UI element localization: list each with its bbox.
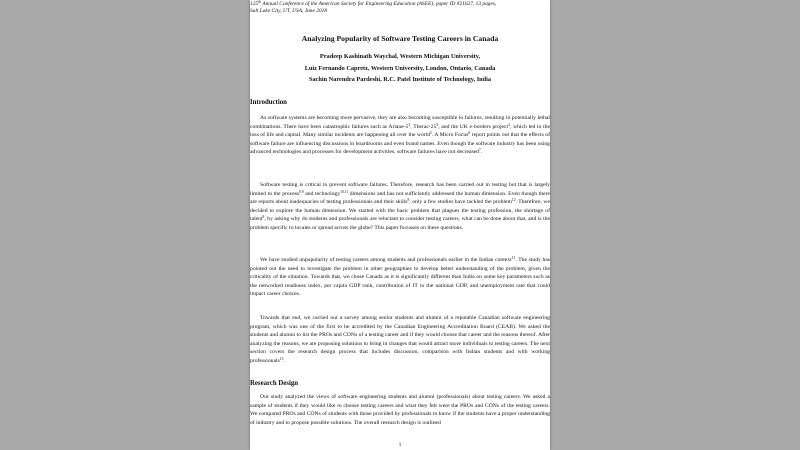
- author-line-3: Sachin Narendra Pardeshi, R.C. Patel Institute of Technology, India: [308, 76, 492, 83]
- paragraph-text: , only a few studies have tackled the problem: [409, 199, 512, 205]
- section-heading-introduction: Introduction: [250, 99, 287, 106]
- paragraph: [250, 114, 550, 157]
- section-heading-research-design: Research Design: [250, 380, 299, 387]
- citation-superscript: 2: [408, 122, 411, 127]
- paragraph: [250, 181, 550, 232]
- paragraph-text: . The study has pointed out the need to investigate the problem in other geographies to develop better understanding of the problem, given the criticality of the situation. Towards that, we chose Canada as it is significantly different than India on some key parameters such as the networked readiness index, per capita GDP rank, contribution of IT to the national GDP, and unemployment rate that could impact career choices.: [250, 257, 550, 297]
- author-line-2: Luiz Fernando Capretz, Western University, London, Ontario, Canada: [304, 65, 496, 72]
- paragraph-text: .: [283, 357, 285, 364]
- paragraph-text: Towards that end, we carried out a survey among senior students and alumni of a reputable Canadian software engineering program, which was one of the first to be accredited by the Canadian Engineering Accreditation Board (CEAB). We asked the students and alumni to list the PROs and CONs of a testing career and if they would choose that career and the reasons thereof. After analyzing the reasons, we are proposing solutions to bring in changes that would attract more individuals to testing careers. The next section covers the research design process that includes discussion, comparison with Indian students and with working professionals: [250, 315, 550, 364]
- conference-header-text: Annual Conference of the American Society for Engineering Education (ASEE), paper ID #21627, 13 pages,: [261, 1, 497, 7]
- paragraph-text: , Therac-25: [410, 123, 437, 130]
- paragraph-text: report points out that the effects of software failure are influencing discussions in boardrooms and even brand names. Even though the software industry has been using advanced technologies and processes for development activities, software failures have not decreased: [250, 132, 550, 155]
- citation-superscript: 8,9: [299, 189, 304, 194]
- paragraph-text: As software systems are becoming more pervasive, they are also becoming susceptible to failures, resulting in potentially lethal combinations. There have been catastrophic failures such as Ariane-5: [250, 115, 550, 130]
- paragraph-text: Software testing is critical to prevent software failures. Therefore, research has been carried out in testing but that is largely limited to the process: [250, 182, 550, 197]
- paragraph-text: and technology: [303, 190, 341, 197]
- conference-header: [250, 0, 548, 16]
- paper-page: [250, 0, 550, 450]
- paragraph-text: .: [480, 149, 483, 155]
- author-line-1: Pradeep Kashinath Waychal, Western Michigan University,: [319, 53, 481, 60]
- conference-header-line-1: [250, 0, 548, 8]
- conference-ordinal-suffix: th: [258, 0, 262, 4]
- citation-superscript: 8: [262, 214, 265, 219]
- citation-superscript: 12: [511, 197, 516, 202]
- paragraph: [250, 314, 550, 365]
- page-number: 1: [398, 442, 402, 448]
- citation-superscript: 10,11: [340, 189, 349, 194]
- citation-superscript: 4: [508, 122, 510, 127]
- paragraph-text: , and the UK e-borders project: [438, 123, 509, 130]
- paragraph-text: , by asking why do students and professionals are reluctant to consider testing careers, what can be done about that, and is the problem specific to locales or spread across the globe? This paper focusses on these questions.: [250, 216, 550, 231]
- citation-superscript: 6: [468, 130, 471, 135]
- citation-superscript: 7: [478, 147, 481, 152]
- paper-title: Analyzing Popularity of Software Testing Careers in Canada: [301, 34, 499, 43]
- paragraph-text: . Therefore, we decided to explore the human dimension. We started with the basic problem that plagues the testing profession, the shortage of talent: [250, 199, 550, 222]
- paragraph-text: . A Micro Focus: [431, 132, 469, 138]
- paragraph-text: Our study analyzed the views of software engineering students and alumni (professionals) about testing careers. We asked a sample of students if they would like to choose testing careers and what they felt were the PROs and CONs of the testing careers. We compared PROs and CONs of students with those provided by professionals to know if the students have a proper understanding of industry and to propose possible solutions. The overall research design is outlined: [250, 394, 550, 426]
- paragraph-text: , which led to the loss of life and capital. Many similar incidents are happening all over the world: [250, 123, 550, 138]
- citation-superscript: 13: [279, 356, 284, 361]
- citation-superscript: 5: [430, 130, 432, 135]
- paragraph-text: dimensions and has not sufficiently addressed the human dimension. Even though there are reports about inadequacies of testing professionals and their skills: [250, 190, 550, 205]
- paragraph: [250, 393, 550, 427]
- citation-superscript: 13: [511, 255, 516, 260]
- citation-superscript: 3: [436, 122, 439, 127]
- citation-superscript: 8: [407, 197, 410, 202]
- paragraph-text: We have studied unpopularity of testing careers among students and professionals earlier in the Indian context: [260, 257, 512, 263]
- conference-ordinal: 125: [250, 1, 259, 7]
- paragraph: [250, 256, 550, 299]
- conference-header-line-2: Salt Lake City, UT, USA, June 2018: [250, 8, 328, 15]
